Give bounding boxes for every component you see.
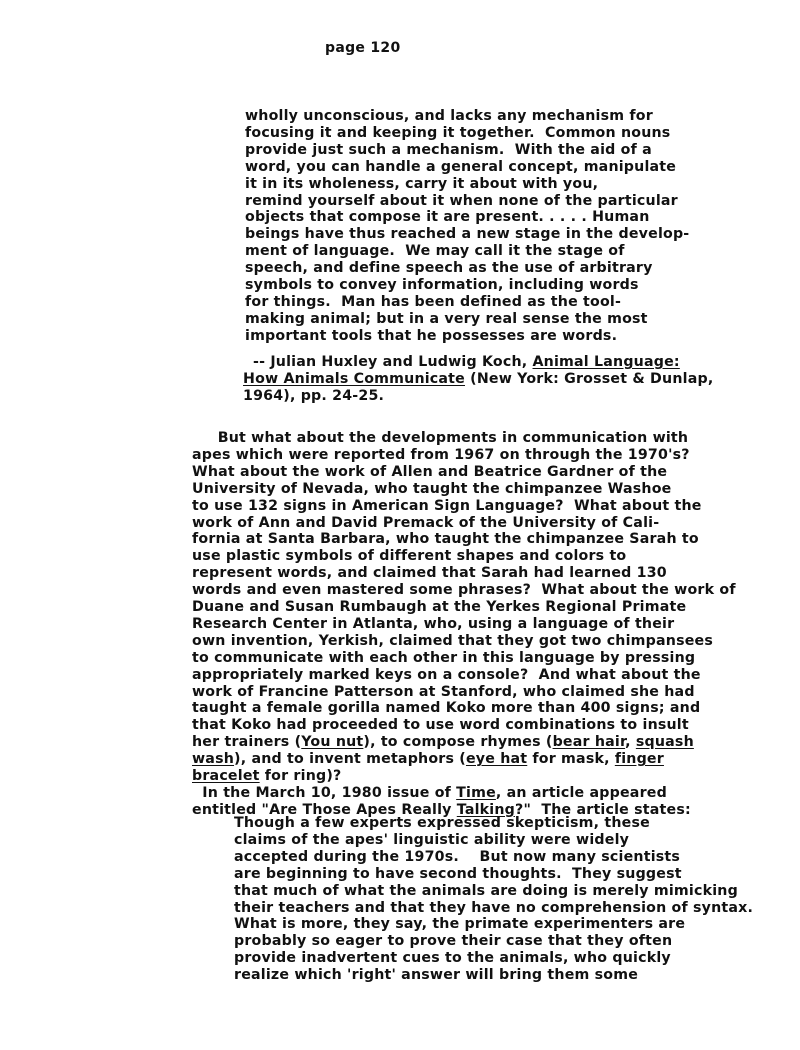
citation-line bbox=[243, 371, 713, 387]
quote1-line: provide just such a mechanism. With the aid of a bbox=[245, 141, 652, 158]
body-line bbox=[192, 616, 674, 632]
text-span: , an article appeared bbox=[495, 784, 667, 801]
text-span: ?" The article states: bbox=[515, 801, 691, 818]
body-line bbox=[192, 717, 689, 733]
underlined-text: eye hat bbox=[465, 751, 528, 768]
quote1-line: beings have thus reached a new stage in the develop- bbox=[245, 226, 690, 243]
text-span: 1964), pp. 24-25. bbox=[243, 387, 385, 404]
underlined-text: You nut bbox=[301, 734, 364, 751]
text-span: (New York: Grosset & Dunlap, bbox=[465, 370, 714, 387]
quote1-line: remind yourself about it when none of the particular bbox=[245, 192, 678, 209]
text-span: apes which were reported from 1967 on through the 1970's? bbox=[192, 446, 690, 463]
quote1-line: ment of language. We may call it the stage of bbox=[245, 243, 625, 260]
body-line bbox=[192, 548, 626, 564]
quote2-line: Though a few experts expressed skepticism, these bbox=[234, 815, 650, 831]
text-span: -- Julian Huxley and Ludwig Koch, bbox=[253, 354, 533, 370]
quote1-line: objects that compose it are present. . . . . Human bbox=[245, 209, 650, 226]
quote1-line: word, you can handle a general concept, manipulate bbox=[245, 158, 677, 175]
body-line bbox=[192, 464, 667, 480]
body-line bbox=[192, 751, 664, 767]
quote2-line: their teachers and that they have no comprehension of syntax. bbox=[234, 899, 754, 916]
quote2-line: provide inadvertent cues to the animals, who quickly bbox=[234, 950, 671, 967]
text-span: her trainers ( bbox=[192, 734, 302, 751]
body-line bbox=[192, 599, 686, 615]
text-span: for ring)? bbox=[259, 768, 342, 784]
body-line bbox=[192, 430, 688, 446]
quote1-line: symbols to convey information, including words bbox=[245, 277, 639, 293]
quote2-line: What is more, they say, the primate experimenters are bbox=[234, 916, 686, 933]
quote2-line: probably so eager to prove their case that they often bbox=[234, 933, 673, 950]
quote1-line: making animal; but in a very real sense the most bbox=[245, 310, 648, 327]
text-span: taught a female gorilla named Koko more than 400 signs; and bbox=[192, 700, 701, 717]
text-span: use plastic symbols of different shapes and colors to bbox=[192, 548, 627, 565]
body-line bbox=[192, 785, 667, 801]
underlined-text: Time bbox=[456, 784, 496, 801]
text-span: for mask, bbox=[527, 751, 615, 768]
body-line bbox=[192, 498, 702, 514]
text-span: Duane and Susan Rumbaugh at the Yerkes Regional Primate bbox=[192, 599, 687, 615]
quote2-line: accepted during the 1970s. But now many scientists bbox=[234, 848, 681, 865]
quote2-line: claims of the apes' linguistic ability were widely bbox=[234, 831, 630, 848]
text-span: entitled "Are Those Apes Really bbox=[192, 801, 457, 818]
text-span: What about the work of Allen and Beatrice Gardner of the bbox=[192, 463, 668, 480]
underlined-text: Animal Language: bbox=[532, 354, 680, 370]
body-line bbox=[192, 633, 713, 649]
text-span: work of Ann and David Premack of the University of Cali- bbox=[192, 514, 660, 531]
text-span: Research Center in Atlanta, who, using a language of their bbox=[192, 615, 675, 632]
quote2-line: that much of what the animals are doing is merely mimicking bbox=[234, 882, 738, 899]
body-line bbox=[192, 582, 736, 598]
quote1-line: for things. Man has been defined as the tool- bbox=[245, 293, 622, 310]
quote1-line: important tools that he possesses are words. bbox=[245, 327, 618, 344]
quote1-line: wholly unconscious, and lacks any mechanism for bbox=[245, 108, 653, 124]
citation-line bbox=[243, 388, 384, 404]
text-span: to use 132 signs in American Sign Language? What about the bbox=[192, 497, 702, 514]
underlined-text: bear hair bbox=[552, 734, 626, 751]
body-line bbox=[192, 734, 694, 750]
body-line bbox=[192, 700, 700, 716]
quote1-line: it in its wholeness, carry it about with you, bbox=[245, 175, 599, 192]
text-span: University of Nevada, who taught the chimpanzee Washoe bbox=[192, 480, 672, 497]
page-header: page 120 bbox=[325, 40, 401, 56]
text-span: In the March 10, 1980 issue of bbox=[192, 784, 457, 801]
underlined-text: finger bbox=[614, 751, 664, 768]
underlined-text: bracelet bbox=[192, 768, 260, 784]
text-span: represent words, and claimed that Sarah had learned 130 bbox=[192, 565, 667, 582]
text-span: ), and to invent metaphors ( bbox=[234, 751, 466, 768]
body-line bbox=[192, 684, 695, 700]
underlined-text: squash bbox=[635, 734, 694, 751]
underlined-text: Talking bbox=[456, 801, 516, 818]
body-line bbox=[192, 531, 699, 547]
body-line bbox=[192, 650, 695, 666]
quote1-line: focusing it and keeping it together. Common nouns bbox=[245, 124, 671, 141]
text-span: to communicate with each other in this language by pressing bbox=[192, 649, 696, 666]
body-line bbox=[192, 447, 690, 463]
text-span: , bbox=[625, 734, 636, 751]
text-span: But what about the developments in communication with bbox=[192, 430, 689, 446]
text-span: appropriately marked keys on a console? And what about the bbox=[192, 666, 701, 683]
text-span: fornia at Santa Barbara, who taught the chimpanzee Sarah to bbox=[192, 531, 699, 548]
text-span: that Koko had proceeded to use word combinations to insult bbox=[192, 717, 689, 734]
text-span: work of Francine Patterson at Stanford, who claimed she had bbox=[192, 683, 695, 700]
quote2-line: realize which 'right' answer will bring them some bbox=[234, 967, 639, 984]
underlined-text: How Animals Communicate bbox=[243, 370, 465, 387]
body-line bbox=[192, 667, 701, 683]
text-span: words and even mastered some phrases? What about the work of bbox=[192, 582, 736, 599]
citation-line bbox=[253, 354, 680, 370]
body-line bbox=[192, 768, 341, 784]
body-line bbox=[192, 565, 667, 581]
body-line bbox=[192, 481, 672, 497]
quote1-line: speech, and define speech as the use of arbitrary bbox=[245, 260, 653, 277]
underlined-text: wash bbox=[192, 751, 235, 768]
quote2-line: are beginning to have second thoughts. They suggest bbox=[234, 865, 682, 882]
body-line bbox=[192, 515, 659, 531]
text-span: own invention, Yerkish, claimed that they got two chimpansees bbox=[192, 632, 714, 649]
text-span: ), to compose rhymes ( bbox=[363, 734, 553, 751]
